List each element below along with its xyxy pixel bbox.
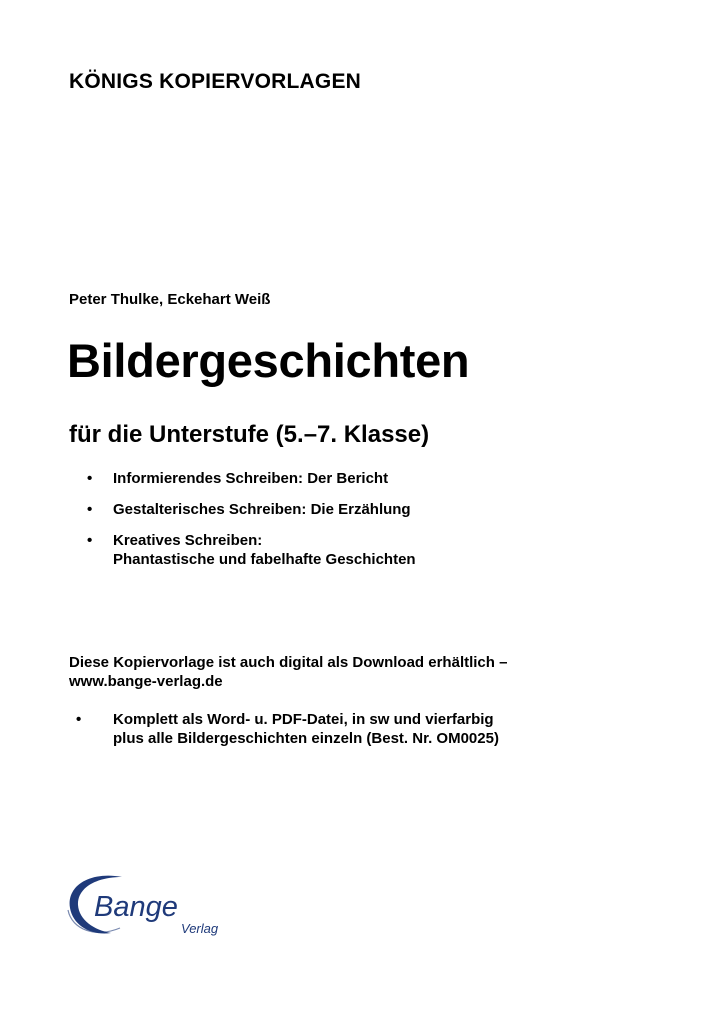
feature-list (87, 469, 416, 581)
list-item (87, 469, 416, 488)
list-item-text-continued: Phantastische und fabelhafte Geschichten (113, 551, 416, 568)
list-item (76, 710, 499, 748)
authors: Peter Thulke, Eckehart Weiß (69, 291, 271, 308)
bullet-icon: • (87, 501, 93, 518)
book-title: Bildergeschichten (67, 334, 470, 387)
bullet-icon: • (87, 532, 93, 549)
bullet-icon: • (87, 470, 93, 487)
series-title: KÖNIGS KOPIERVORLAGEN (69, 70, 362, 93)
publisher-url: www.bange-verlag.de (69, 673, 223, 690)
list-item-text: Informierendes Schreiben: Der Bericht (113, 470, 389, 487)
order-info-text-continued: plus alle Bildergeschichten einzeln (Best. Nr. OM0025) (113, 730, 499, 747)
list-item-text: Kreatives Schreiben: (113, 532, 263, 549)
download-notice (69, 653, 507, 691)
order-info-text: Komplett als Word- u. PDF-Datei, in sw und vierfarbig (113, 711, 494, 728)
order-info-list (76, 710, 499, 748)
logo-name: Bange (94, 891, 178, 923)
list-item (87, 531, 416, 569)
logo-sub: Verlag (181, 921, 219, 936)
subtitle: für die Unterstufe (5.–7. Klasse) (69, 421, 430, 448)
bange-verlag-logo (64, 870, 219, 940)
list-item-text: Gestalterisches Schreiben: Die Erzählung (113, 501, 411, 518)
list-item (87, 500, 416, 519)
bullet-icon: • (76, 711, 82, 728)
download-notice-text: Diese Kopiervorlage ist auch digital als Download erhältlich – (69, 654, 508, 671)
